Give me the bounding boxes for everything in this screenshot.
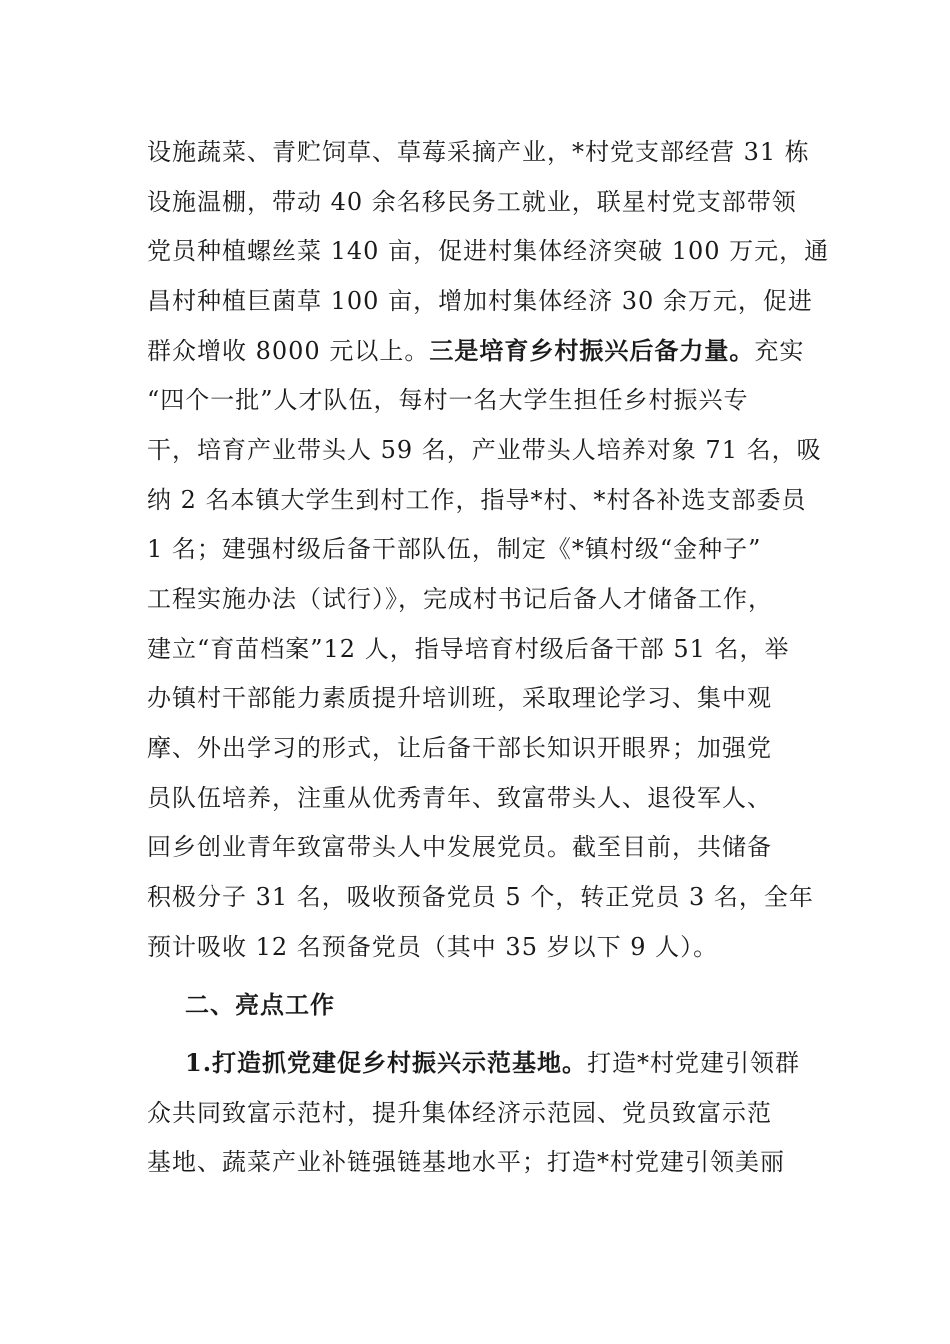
paragraph-line: 摩、外出学习的形式，让后备干部长知识开眼界；加强党 bbox=[147, 734, 772, 762]
paragraph-line: 干，培育产业带头人 59 名，产业带头人培养对象 71 名，吸 bbox=[147, 436, 822, 464]
paragraph-line-mixed bbox=[185, 1048, 800, 1078]
paragraph-line: 预计吸收 12 名预备党员（其中 35 岁以下 9 人）。 bbox=[147, 933, 719, 961]
paragraph-text: 充实 bbox=[754, 337, 805, 365]
paragraph-line: 回乡创业青年致富带头人中发展党员。截至目前，共储备 bbox=[147, 833, 772, 861]
paragraph-line: 纳 2 名本镇大学生到村工作，指导*村、*村各补选支部委员 bbox=[147, 486, 807, 514]
paragraph-line: “四个一批”人才队伍，每村一名大学生担任乡村振兴专 bbox=[147, 386, 749, 414]
paragraph-text: 打造*村党建引领群 bbox=[587, 1049, 801, 1077]
section-heading: 二、亮点工作 bbox=[185, 991, 335, 1019]
paragraph-line: 1 名；建强村级后备干部队伍，制定《*镇村级“金种子” bbox=[147, 535, 762, 563]
paragraph-line: 建立“育苗档案”12 人，指导培育村级后备干部 51 名，举 bbox=[147, 635, 790, 663]
bold-subheading: 三是培育乡村振兴后备力量。 bbox=[429, 336, 755, 365]
paragraph-line: 工程实施办法（试行）》，完成村书记后备人才储备工作， bbox=[147, 585, 773, 613]
paragraph-line: 党员种植螺丝菜 140 亩，促进村集体经济突破 100 万元，通 bbox=[147, 237, 830, 265]
paragraph-line: 众共同致富示范村，提升集体经济示范园、党员致富示范 bbox=[147, 1099, 772, 1127]
paragraph-line-mixed bbox=[147, 336, 804, 366]
paragraph-line: 员队伍培养，注重从优秀青年、致富带头人、退役军人、 bbox=[147, 784, 772, 812]
paragraph-line: 积极分子 31 名，吸收预备党员 5 个，转正党员 3 名，全年 bbox=[147, 883, 814, 911]
paragraph-line: 昌村种植巨菌草 100 亩，增加村集体经济 30 余万元，促进 bbox=[147, 287, 813, 315]
paragraph-line: 设施蔬菜、青贮饲草、草莓采摘产业，*村党支部经营 31 栋 bbox=[147, 138, 810, 166]
bold-subheading: 1.打造抓党建促乡村振兴示范基地。 bbox=[185, 1048, 588, 1077]
paragraph-line: 基地、蔬菜产业补链强链基地水平；打造*村党建引领美丽 bbox=[147, 1148, 785, 1176]
paragraph-text: 群众增收 8000 元以上。 bbox=[147, 337, 430, 365]
paragraph-line: 设施温棚，带动 40 余名移民务工就业，联星村党支部带领 bbox=[147, 188, 797, 216]
paragraph-line: 办镇村干部能力素质提升培训班，采取理论学习、集中观 bbox=[147, 684, 772, 712]
